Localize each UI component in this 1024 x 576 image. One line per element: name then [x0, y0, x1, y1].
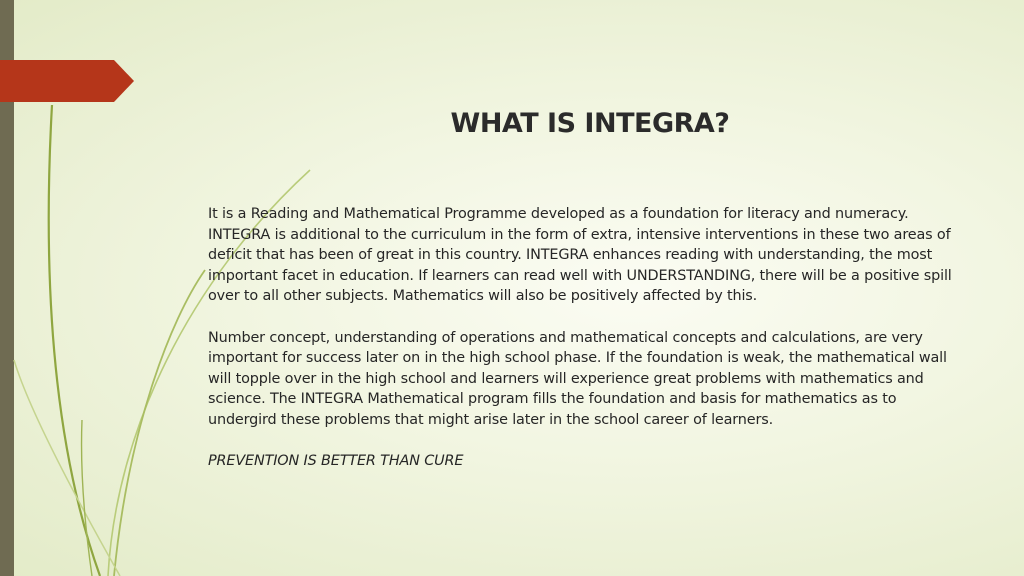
slide-body	[208, 204, 953, 472]
closing-motto: PREVENTION IS BETTER THAN CURE	[208, 453, 464, 470]
slide-title: WHAT IS INTEGRA?	[450, 108, 730, 139]
paragraph-integra-definition: It is a Reading and Mathematical Programme developed as a foundation for literacy and numeracy. INTEGRA is additional to the curriculum in the form of extra, intensive interventions in these two areas of deficit that has been of great in this country. INTEGRA enhances reading with understanding, the most important facet in education. If learners can read well with UNDERSTANDING, there will be a positive spill over to all other subjects. Mathematics will also be positively affected by this.	[208, 206, 952, 305]
paragraph-number-concept: Number concept, understanding of operations and mathematical concepts and calculations, are very important for success later on in the high school phase. If the foundation is weak, the mathematical wall will topple over in the high school and learners will experience great problems with mathematics and science. The INTEGRA Mathematical program fills the foundation and basis for mathematics as to undergird these problems that might arise later in the school career of learners.	[208, 329, 947, 428]
accent-arrow-tab	[0, 60, 134, 102]
